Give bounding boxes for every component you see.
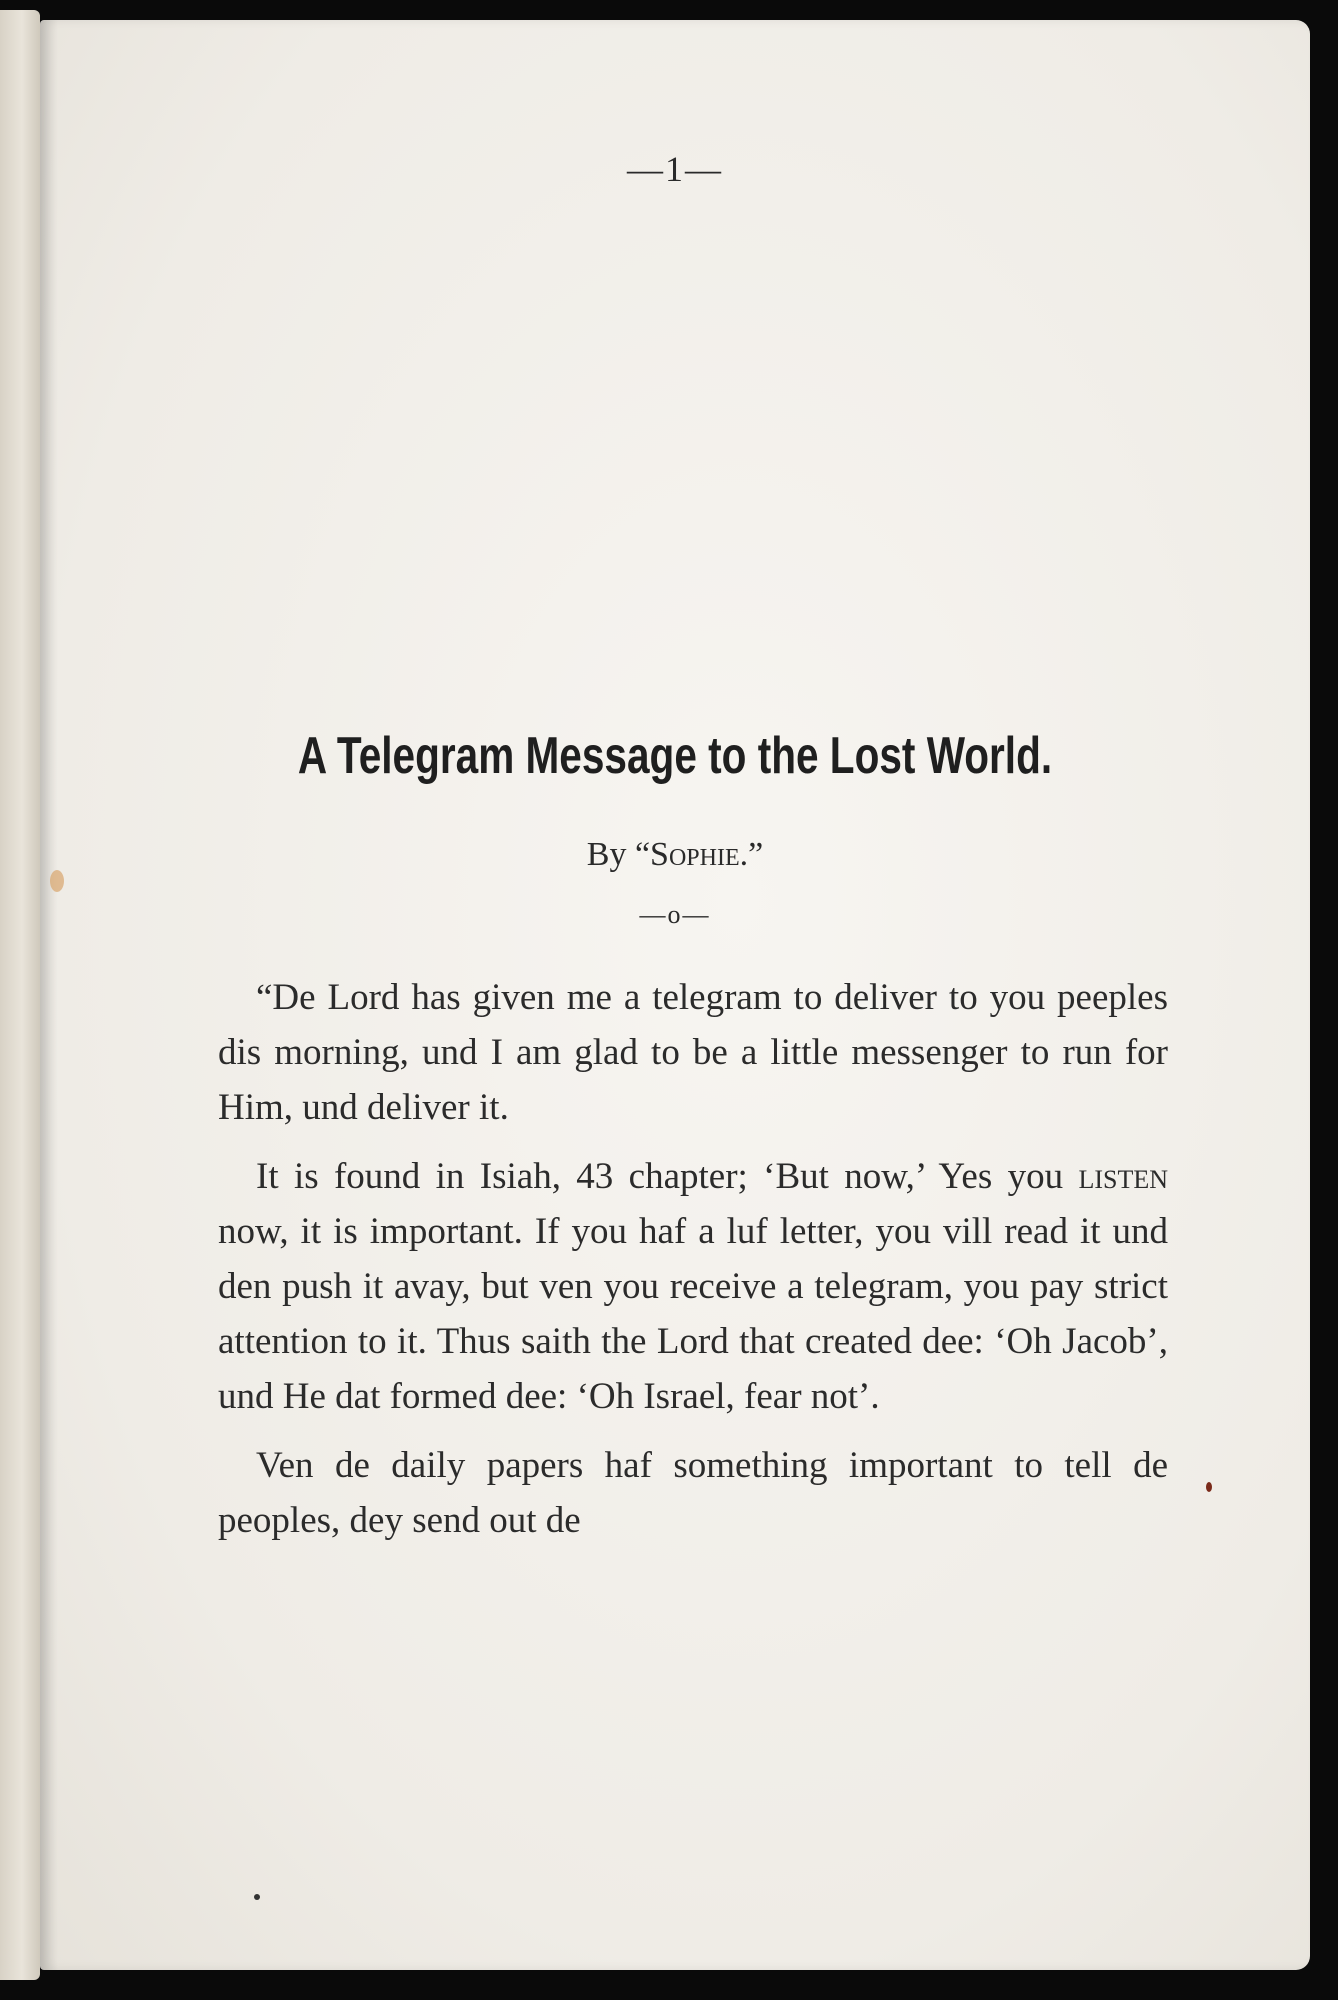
paragraph-2-start: It is found in Isiah, 43 chapter; ‘But now,’ Yes you [256, 1156, 1079, 1197]
paragraph-1: “De Lord has given me a telegram to deliver to you peeples dis morning, und I am glad to be a little messenger to run for Him, und deliver it. [218, 977, 1168, 1128]
body-text [218, 970, 1168, 1562]
page-number: —1— [627, 149, 723, 189]
section-divider: —o— [639, 900, 711, 929]
emphasis-listen: listen [1078, 1156, 1168, 1197]
ink-speck-2 [254, 1894, 260, 1900]
foxing-spot [50, 870, 64, 892]
previous-page-edge [0, 10, 40, 1980]
byline-prefix: By [586, 836, 635, 873]
book-page [40, 20, 1310, 1970]
byline [40, 836, 1310, 874]
paragraph-2-end: now, it is important. If you haf a luf letter, you vill read it und den push it avay, but ven you receive a telegram, you pay strict attention to it. Thus saith the Lord that created dee: ‘Oh Jacob’, und He dat formed dee: ‘Oh Israel, fear not’. [218, 1211, 1168, 1417]
spine-shadow [40, 20, 58, 1970]
page-title: A Telegram Message to the Lost World. [297, 727, 1053, 785]
paragraph-2 [218, 1149, 1168, 1424]
paragraph-3: Ven de daily papers haf something important to tell de peoples, dey send out de [218, 1445, 1168, 1541]
ink-speck [1206, 1482, 1212, 1492]
byline-author: “Sophie.” [634, 836, 764, 873]
